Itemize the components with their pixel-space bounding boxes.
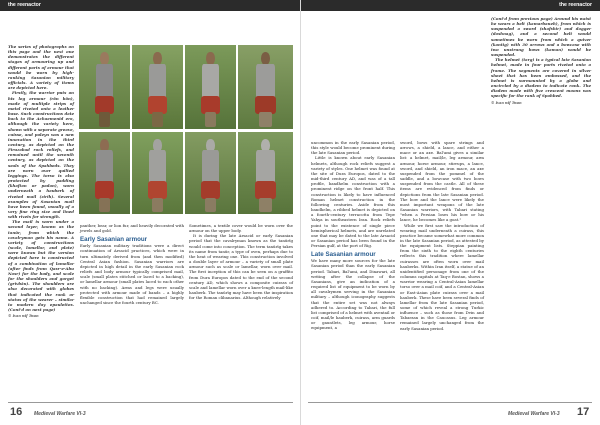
body-paragraph: We have many more sources for the late Sasanian period than the early Sasanian period. Tabari, Bal'ami, and Dinawari, all writing after the collapse of the Sasanians, give an indication of a required list of equipment to be worn by all cavalrymen serving in the Sasanian military – although iconography suggests that the entire set was not always adhered to. According to Tabari, the full list comprised of a helmet with aventail or coif, mail/le hauberk, cuirass, arm guards or gauntlets, leg armour, horse equipment, a [311,258,395,331]
body-paragraph: While we first saw the introduction of wearing mail underneath a cuirass, this practice became somewhat more common in the late Sasanian period, as attested by the equipment lists. Steppian painting from the sixth to the eighth centuries reflects this tradition where lamellar cuirasses are often worn over mail hauberks. Within Iran itself, a statue of an unidentified personage from one of the columns capitals at Taq-e Bostan, shows a warrior wearing a Central-Asian lamellar torso over a mail coif, and a Central-Asian or East-Asian plate cuirass over a mail hauberk. These have been several finds of lamellar from the late Sasanian period, some of which reveal a strong Turkic influence – such as those from Dvin and Tabarzan in the Caucasus. Leg armour remained largely unchanged from the early Sasanian period. [400,222,484,331]
section-heading: Early Sasanian armour [80,236,148,244]
left-sidebar-caption [8,44,74,396]
body-paragraph: uncommon in the early Sasanian period, this style would become prominent during the late Sasanian period. [311,140,395,156]
right-main-column-1 [311,140,395,398]
footer-rule-right [308,402,592,403]
publication-title-left: Medieval Warfare VI-3 [34,411,86,417]
left-main-column-2 [189,223,293,398]
body-paragraph: It is during the late Arsacid or early Sasanian period that the cavalryman known as the tanūrīg would come into conception. The term tanūrīg takes its name from tanūr, a type of oven, perhaps due to the heat of wearing one. This construction involved a double layer of armour – a variety of small plate armour such as scale or lamellar, worn over mail. The first inception of this can be seen on a graffito from Dura Europos dated to the end of the second century AD, which shows a composite cuirass of scale and lamellar worn over a knee-length mail-like hauberk. The tanūrīg may have been the inspiration for the Roman clibanarius. Although relatively [189,233,293,301]
section-label-left: the reenactor [8,2,41,8]
reenactor-photo [238,132,293,214]
reenactor-photo [79,132,130,214]
body-paragraph: sword, bows with spare strings and arrows, a shield, a lance, and either a mace or an axe. Bal'ami gives a similar list: a helmet, mail/le, leg armour, arm armour, horse armour, stirrups, a lance, sword, and shield, an iron mace, an axe suspended from the pommel of the saddle, and a bowcase with two bows suspended from the castle. All of these items are evidenced from finds or depictions from the late Sasanian period. The bow and the lance were likely the most important weapons of the late Sasanian warriors, with Tabari stating "when a Persian loses his bow or his lance, he becomes like a goat." [400,140,484,223]
sidebar-paragraph: (Cont'd from previous page) Around his waist he wears a belt (kamarbaneh), from which is suspended a sword (shafshir) and dagger (dashnag), and a second belt would sometimes be worn from which a quiver (kantig) with 30 arrows and a bowcase with two unstrung bows (kaman) would be suspended. [491,16,591,58]
photo-credit: © Ivan wif Twon [8,314,39,319]
sidebar-paragraph: The series of photographs on this page and the next one demonstrates the different stages of armouring up and different parts of armour that would be worn by high-ranking Sasanian military officials. A variety of items are depicted here. [8,44,74,91]
right-sidebar-caption [491,16,591,226]
photo-credit: © Ivan wif Twon [491,100,522,105]
section-label-right: the reenactor [559,2,592,8]
page-number-left: 16 [10,406,23,418]
reenactor-photo [238,45,293,129]
footer-rule-left [8,402,293,403]
reenactor-photo [132,132,183,214]
body-paragraph: Little is known about early Sasanian helmets, although rock reliefs suggest a variety of styles. One helmet was found at the site of Dura Europos, dated to the mid-third century AD, and was of a tall profile, bandhelm construction with a prominent ridge on the front half. This construction is likely to have influenced Roman helmet construction in the following centuries. Aside from this bandhelm, a ribbed helmet is depicted on a fourth-century terracotta from Tepe Yahya in southeastern Iran. Rock reliefs point to the existence of single piece hemispherical helmets, and are unrelated one that may be dated to the late Arsacid or Sasanian period has been found in the Persian gulf, at the port of Rig. [311,155,395,249]
page-number-right: 17 [577,406,590,418]
publication-title-right: Medieval Warfare VI-3 [508,411,560,417]
page-gutter [300,0,301,425]
sidebar-paragraph: The helmet (targ) is a typical late Sasanian helmet, made in four parts riveted onto a frame. The segments are covered in silver sheet that has been embossed, and the helmet is surmounted by a globe and encircled by a diadem to indicate rank. The diadem made with five crescent moons was specific for the rank of Spahbed. [491,57,591,99]
reenactor-photo [185,132,236,214]
reenactor-photo [79,45,130,129]
header-bar-left [0,0,300,11]
reenactor-photo [132,45,183,129]
body-paragraph: Early Sasanian military traditions were a direct continuation of Arsacid practices, which were in turn ultimately derived from (and then modified) Central Asian fashion. Sasanian warriors are depicted in high detail in the early Sasanian rock reliefs and body armour typically comprised mail, scale (small plates stitched or laced to a backing), or lamellar armour (small plates laced to each other with no backing). Arms and legs were usually protected with armour made of bands – a highly flexible construction that had remained largely unchanged since the fourth century BC. [80,243,184,306]
section-heading: Late Sasanian armour [311,251,376,259]
right-main-column-2 [400,140,484,398]
header-bar-right [301,0,600,11]
body-paragraph: panther, bear, or lion fur, and heavily decorated with jewels and gold. [80,223,185,234]
body-paragraph: Sometimes, a textile cover would be worn over the armour on the upper body. [189,223,293,234]
sidebar-paragraph: The mail is worn under a second layer, known as the tanūr, from which the cavalryman gets his name. A variety of constructions (scale, lamellar, and plate) were known but the version depicted here is constructed of a combination of lamellar (after finds from Qasr-e-Abu Nasr) for the body, and scale for the shoulders and gorget (grīvbān). The shoulders are also decorated with globes that indicated the rank or status of the wearer – similar to modern day epaulettes. (Cont'd on next page) [8,219,74,312]
sidebar-paragraph: Firstly, the warrior puts on his leg armour (rân bân), made of multiple strips of metal riveted onto a leather base. Such constructions date back to the Achaemenid era, although the variety here, shown with a separate greave, cuisse, and poleyn was a new innovation in the third century, as depicted on the Firuzabad rock reliefs, and remained until the seventh century, as depicted on the seals of the Spahbeds. They are worn over quilted leggings. The torso is also protected by padding (khaftan or padan), worn underneath a hauberk of riveted mail (zirih). Several examples of Sasanian mail have been found, usually of a very fine ring size and lined with rivets for strength. [8,90,74,220]
left-main-column-1 [80,223,184,398]
reenactor-photo [185,45,236,129]
